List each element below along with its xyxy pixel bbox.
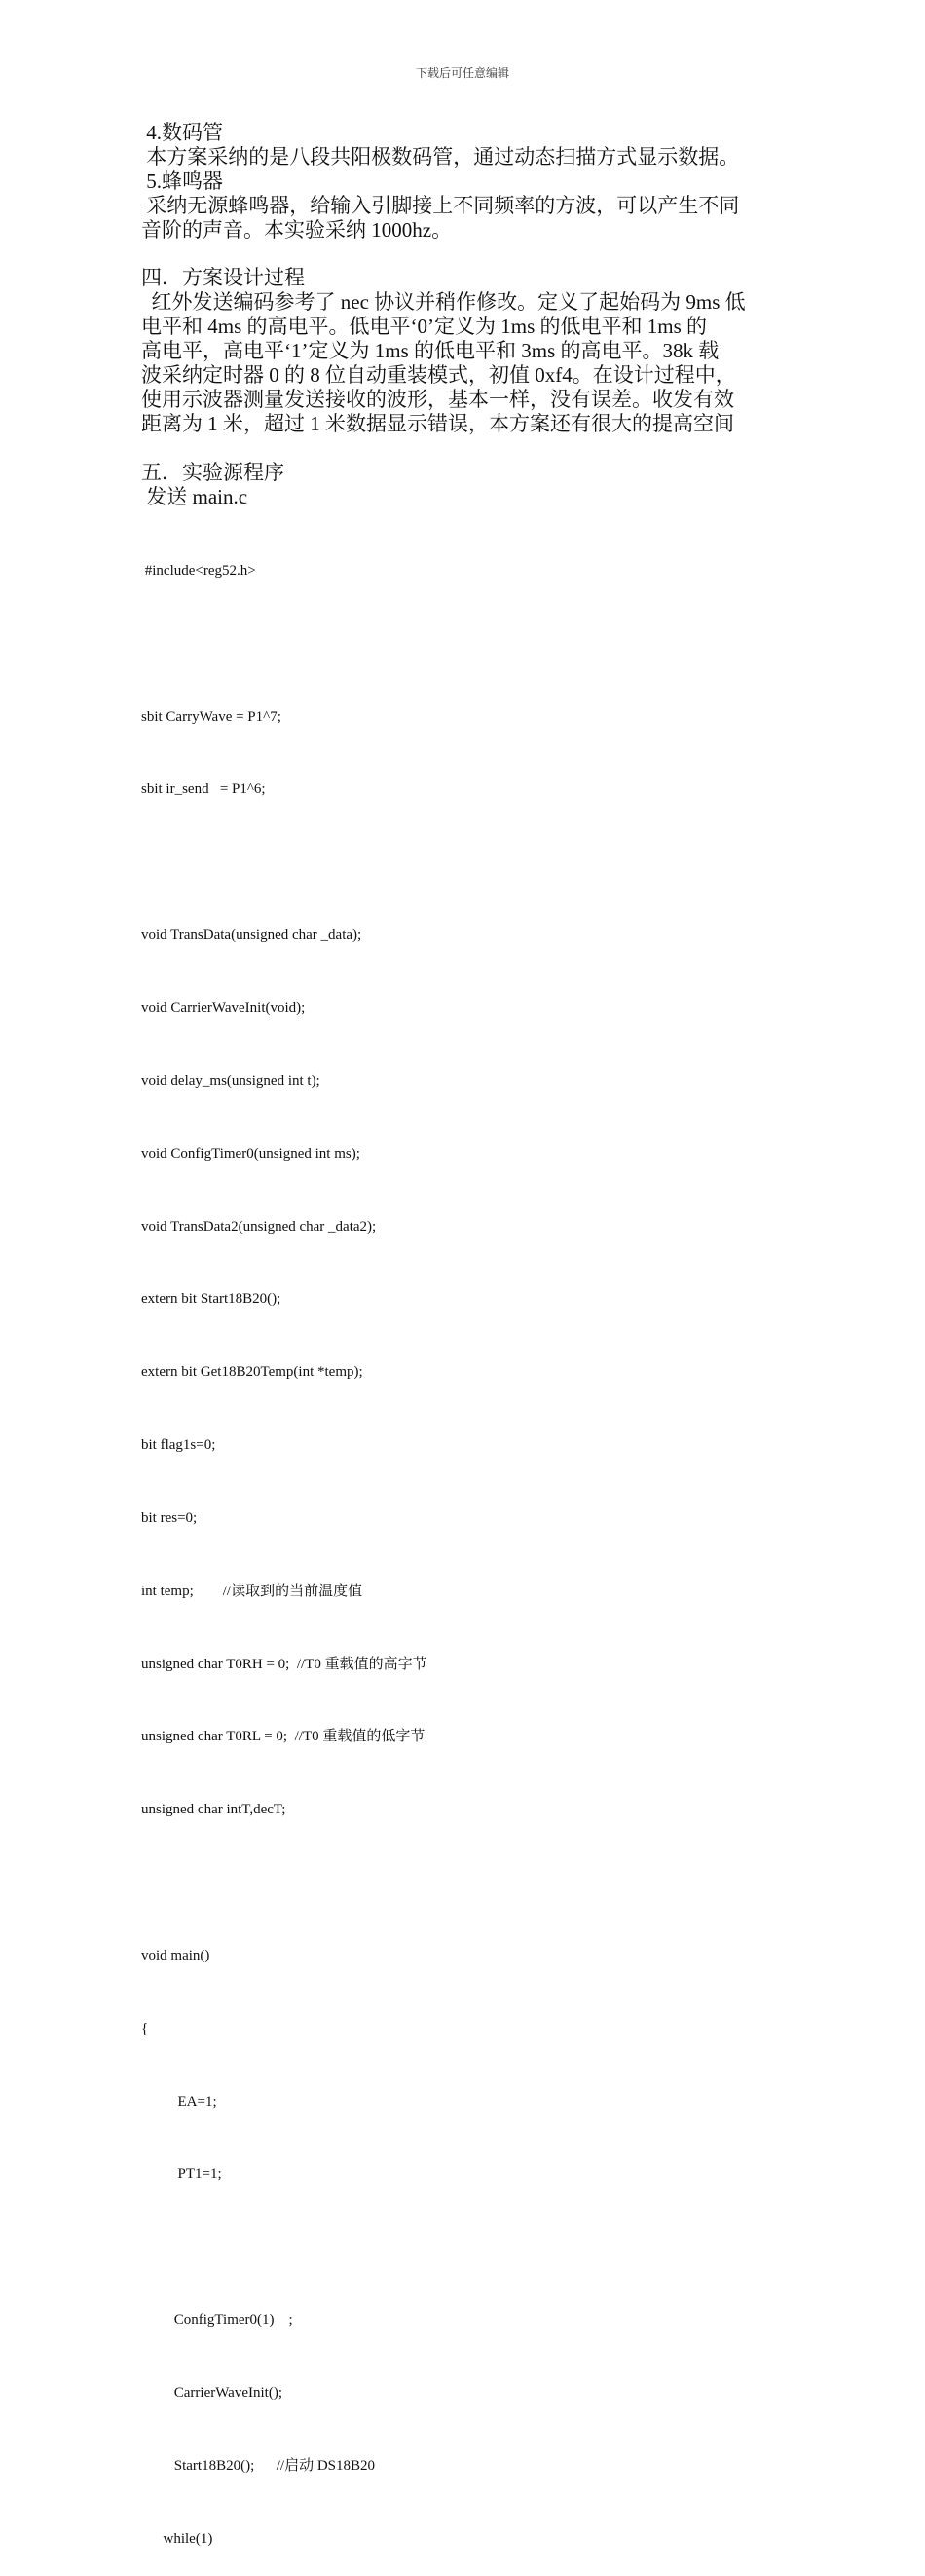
code-line: PT1=1; [141,2166,222,2183]
code-line: CarrierWaveInit(); [141,2385,282,2401]
design-line-5: 使用示波器测量发送接收的波形，基本一样，没有误差。收发有效 [141,388,734,411]
code-line: unsigned char intT,decT; [141,1802,286,1818]
item5-text-line1: 采纳无源蜂鸣器，给输入引脚接上不同频率的方波，可以产生不同 [141,194,740,217]
code-line: unsigned char T0RH = 0; //T0 重载值的高字节 [141,1656,427,1672]
source-heading: 五．实验源程序 [141,461,284,484]
item5-title: 5.蜂鸣器 [141,169,223,193]
code-line: void ConfigTimer0(unsigned int ms); [141,1145,360,1162]
code-line: #include<reg52.h> [141,562,256,579]
code-line [141,1871,427,1895]
design-line-1: 红外发送编码参考了 nec 协议并稍作修改。定义了起始码为 9ms 低 [141,290,746,314]
code-line: int temp; //读取到的当前温度值 [141,1583,363,1599]
design-line-6: 距离为 1 米，超过 1 米数据显示错误，本方案还有很大的提高空间 [141,412,734,435]
code-line: void TransData2(unsigned char _data2); [141,1218,377,1235]
item4-title: 4.数码管 [141,121,223,144]
code-line: sbit ir_send = P1^6; [141,781,266,798]
code-line: void CarrierWaveInit(void); [141,999,306,1016]
code-line [141,2235,427,2259]
code-line: { [141,2020,149,2036]
item5-text-line2: 音阶的声音。本实验采纳 1000hz。 [141,218,453,242]
source-file-name: 发送 main.c [141,485,248,508]
design-line-2: 电平和 4ms 的高电平。低电平‘0’定义为 1ms 的低电平和 1ms 的 [141,315,708,338]
design-line-3: 高电平，高电平‘1’定义为 1ms 的低电平和 3ms 的高电平。38k 载 [141,339,720,362]
code-line: extern bit Get18B20Temp(int *temp); [141,1364,363,1381]
code-listing [141,510,427,2576]
code-line: ConfigTimer0(1) ; [141,2312,293,2329]
code-line: void TransData(unsigned char _data); [141,927,362,944]
code-line: Start18B20(); //启动 DS18B20 [141,2457,376,2474]
code-line: while(1) [141,2530,213,2547]
code-line [141,850,427,875]
code-line: bit res=0; [141,1510,198,1526]
code-line: void main() [141,1947,210,1963]
code-line: unsigned char T0RL = 0; //T0 重载值的低字节 [141,1729,426,1745]
code-line: void delay_ms(unsigned int t); [141,1072,320,1089]
design-line-4: 波采纳定时器 0 的 8 位自动重装模式，初值 0xf4。在设计过程中， [141,363,736,387]
code-line: sbit CarryWave = P1^7; [141,708,281,725]
code-line: bit flag1s=0; [141,1437,216,1454]
item4-text: 本方案采纳的是八段共阳极数码管，通过动态扫描方式显示数据。 [141,145,740,168]
code-line [141,632,427,656]
code-line: extern bit Start18B20(); [141,1291,281,1308]
design-heading: 四．方案设计过程 [141,266,305,289]
page-header: 下载后可任意编辑 [415,66,509,80]
code-line: EA=1; [141,2093,217,2109]
